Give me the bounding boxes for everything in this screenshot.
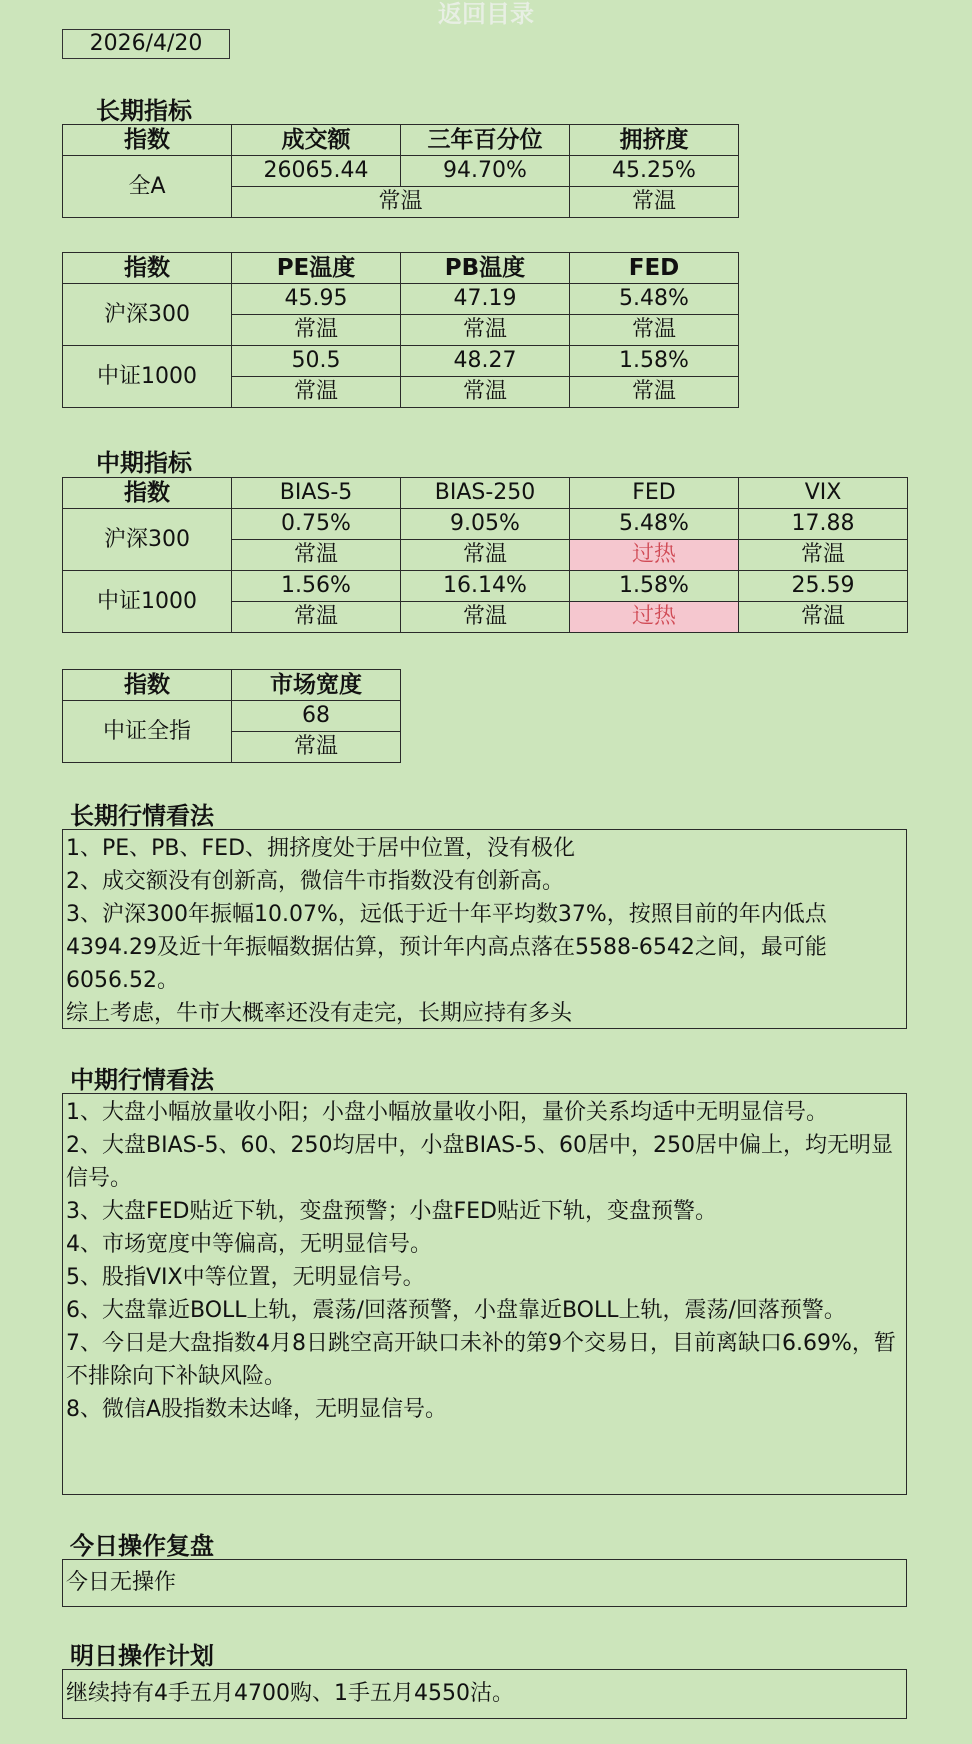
header-market-breadth: 市场宽度: [232, 670, 401, 701]
today-review-title: 今日操作复盘: [70, 1532, 214, 1560]
list-item: 3、沪深300年振幅10.07%，远低于近十年平均数37%，按照目前的年内低点4394.29及近十年振幅数据估算，预计年内高点落在5588-6542之间，最可能6056.52。: [66, 902, 827, 993]
bias-250-value: 16.14%: [401, 571, 570, 602]
header-fed: FED: [570, 478, 739, 509]
market-breadth-status: 常温: [232, 732, 401, 763]
header-bias-250: BIAS-250: [401, 478, 570, 509]
fed-status: 常温: [570, 377, 739, 408]
mid-term-indicators-table: [62, 477, 908, 633]
crowding-value: 45.25%: [570, 156, 739, 187]
header-index: 指数: [63, 253, 232, 284]
vix-value: 25.59: [739, 571, 908, 602]
tomorrow-plan-text: 继续持有4手五月4700购、1手五月4550沽。: [66, 1681, 514, 1706]
long-term-view-box: [62, 829, 907, 1029]
fed-value: 1.58%: [570, 571, 739, 602]
long-term-indicators-title: 长期指标: [96, 97, 192, 125]
table-row: [63, 509, 908, 540]
today-review-text: 今日无操作: [66, 1570, 177, 1595]
header-index: 指数: [63, 125, 232, 156]
list-item: 3、大盘FED贴近下轨，变盘预警；小盘FED贴近下轨，变盘预警。: [66, 1199, 717, 1224]
index-name: 沪深300: [63, 509, 232, 571]
index-name: 中证全指: [63, 701, 232, 763]
vix-status: 常温: [739, 602, 908, 633]
mid-term-indicators-title: 中期指标: [96, 449, 192, 477]
long-term-table-all-a: [62, 124, 739, 218]
table-header-row: [63, 125, 739, 156]
table-row: [63, 701, 401, 732]
index-name: 全A: [63, 156, 232, 218]
pb-status: 常温: [401, 377, 570, 408]
header-pb-temperature: PB温度: [401, 253, 570, 284]
fed-status-overheated: 过热: [570, 602, 739, 633]
market-breadth-value: 68: [232, 701, 401, 732]
tomorrow-plan-title: 明日操作计划: [70, 1642, 214, 1670]
fed-value: 1.58%: [570, 346, 739, 377]
list-item: 2、大盘BIAS-5、60、250均居中，小盘BIAS-5、60居中，250居中偏上，均无明显信号。: [66, 1133, 894, 1191]
list-item: 2、成交额没有创新高，微信牛市指数没有创新高。: [66, 869, 564, 894]
table-row: [63, 571, 908, 602]
index-name: 中证1000: [63, 571, 232, 633]
index-name: 中证1000: [63, 346, 232, 408]
table-header-row: [63, 253, 739, 284]
header-pe-temperature: PE温度: [232, 253, 401, 284]
crowding-status: 常温: [570, 187, 739, 218]
fed-value: 5.48%: [570, 509, 739, 540]
pb-status: 常温: [401, 315, 570, 346]
pe-status: 常温: [232, 377, 401, 408]
pe-value: 50.5: [232, 346, 401, 377]
bias-5-status: 常温: [232, 602, 401, 633]
turnover-value: 26065.44: [232, 156, 401, 187]
list-item: 8、微信A股指数未达峰，无明显信号。: [66, 1397, 448, 1422]
bias-5-status: 常温: [232, 540, 401, 571]
market-breadth-table: [62, 669, 401, 763]
today-review-box: [62, 1559, 907, 1607]
pb-value: 47.19: [401, 284, 570, 315]
list-item: 4、市场宽度中等偏高，无明显信号。: [66, 1232, 432, 1257]
index-name: 沪深300: [63, 284, 232, 346]
list-item: 5、股指VIX中等位置，无明显信号。: [66, 1265, 425, 1290]
list-item: 1、PE、PB、FED、拥挤度处于居中位置，没有极化: [66, 836, 576, 861]
header-three-year-percentile: 三年百分位: [401, 125, 570, 156]
back-to-contents-link[interactable]: 返回目录: [438, 0, 534, 28]
table-row: [63, 346, 739, 377]
pe-status: 常温: [232, 315, 401, 346]
percentile-value: 94.70%: [401, 156, 570, 187]
fed-status-overheated: 过热: [570, 540, 739, 571]
pe-value: 45.95: [232, 284, 401, 315]
bias-5-value: 0.75%: [232, 509, 401, 540]
header-vix: VIX: [739, 478, 908, 509]
list-item: 1、大盘小幅放量收小阳；小盘小幅放量收小阳，量价关系均适中无明显信号。: [66, 1100, 828, 1125]
mid-term-view-box: [62, 1093, 907, 1495]
header-index: 指数: [63, 670, 232, 701]
header-bias-5: BIAS-5: [232, 478, 401, 509]
list-item: 7、今日是大盘指数4月8日跳空高开缺口未补的第9个交易日，目前离缺口6.69%，暂不排除向下补缺风险。: [66, 1331, 896, 1389]
table-row: [63, 284, 739, 315]
header-index: 指数: [63, 478, 232, 509]
table-header-row: [63, 670, 401, 701]
bias-250-value: 9.05%: [401, 509, 570, 540]
tomorrow-plan-box: [62, 1669, 907, 1719]
pb-value: 48.27: [401, 346, 570, 377]
turnover-status: 常温: [232, 187, 570, 218]
header-fed: FED: [570, 253, 739, 284]
vix-value: 17.88: [739, 509, 908, 540]
bias-5-value: 1.56%: [232, 571, 401, 602]
mid-term-view-title: 中期行情看法: [70, 1066, 214, 1094]
fed-value: 5.48%: [570, 284, 739, 315]
vix-status: 常温: [739, 540, 908, 571]
header-crowding: 拥挤度: [570, 125, 739, 156]
fed-status: 常温: [570, 315, 739, 346]
header-turnover: 成交额: [232, 125, 401, 156]
list-item: 综上考虑，牛市大概率还没有走完，长期应持有多头: [66, 1001, 573, 1026]
bias-250-status: 常温: [401, 540, 570, 571]
report-date: 2026/4/20: [62, 29, 230, 59]
long-term-valuation-table: [62, 252, 739, 408]
list-item: 6、大盘靠近BOLL上轨，震荡/回落预警，小盘靠近BOLL上轨，震荡/回落预警。: [66, 1298, 846, 1323]
table-header-row: [63, 478, 908, 509]
table-row: [63, 156, 739, 187]
long-term-view-title: 长期行情看法: [70, 802, 214, 830]
bias-250-status: 常温: [401, 602, 570, 633]
